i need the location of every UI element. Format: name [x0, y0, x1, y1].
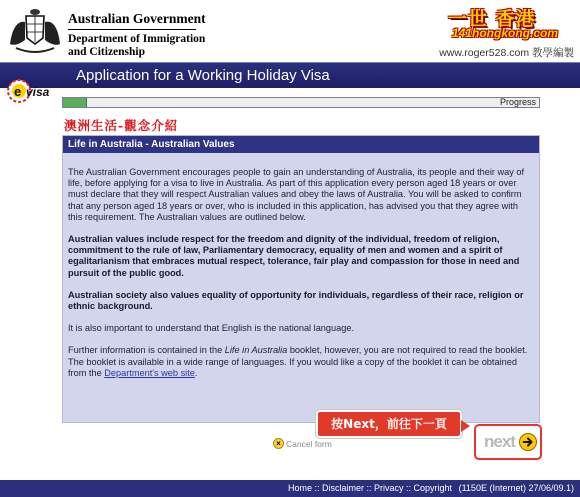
cancel-form-button[interactable] — [273, 438, 332, 449]
panel-title: Life in Australia - Australian Values — [63, 136, 539, 153]
booklet-title: Life in Australia — [224, 345, 288, 356]
further-info-text-a: Further information is contained in the — [68, 345, 225, 356]
footer-links[interactable]: Home :: Disclaimer :: Privacy :: Copyright — [288, 483, 453, 493]
tutorial-credit: www.roger528.com 教學編製 — [439, 47, 574, 59]
progress-bar — [62, 97, 540, 108]
header-divider — [68, 29, 196, 30]
logo-text-chinese: 一世 香港 — [448, 8, 536, 30]
next-label: next — [484, 432, 515, 451]
government-title: Australian Government — [68, 11, 206, 26]
chinese-annotation-heading: 澳洲生活-觀念介紹 — [64, 118, 179, 133]
department-name: Department of Immigration — [68, 33, 206, 45]
build-version: (1150E (Internet) 27/06/09.1) — [458, 483, 574, 493]
cancel-form-label: Cancel form — [286, 438, 332, 449]
department-name-line2: and Citizenship — [68, 46, 146, 58]
values-paragraph: Australian values include respect for the freedom and dignity of the individual, freedom of religion, commitment to the rule of law, Parliamentary democracy, equality of men and women and a spirit of egalitarianism that embraces mutual respect, tolerance, fair play and compassion for those in need and pursuit of the public good. — [68, 234, 520, 278]
progress-label: Progress — [499, 97, 536, 107]
application-title: Application for a Working Holiday Visa — [76, 67, 330, 84]
svg-text:visa: visa — [26, 85, 50, 99]
next-button[interactable] — [474, 424, 542, 460]
further-info-text-c: . — [194, 367, 198, 378]
site-footer — [0, 480, 580, 497]
panel-body — [63, 153, 539, 379]
equality-paragraph: Australian society also values equality of opportunity for individuals, regardless of their race, religion or ethnic background. — [68, 289, 524, 312]
further-info-paragraph — [68, 345, 534, 379]
language-paragraph: It is also important to understand that English is the national language. — [68, 323, 355, 334]
further-info-text-b: booklet, however, you are not required to read the booklet. The booklet is available in a wide range of languages. If you would like a copy of the booklet it can be obtained from the — [68, 345, 528, 378]
next-instruction-callout: 按Next，前往下一頁 — [316, 410, 462, 438]
department-website-link[interactable]: Department's web site — [104, 367, 195, 378]
title-banner — [0, 62, 580, 88]
intro-paragraph: The Australian Government encourages people to gain an understanding of Australia, its people and their way of life, before applying for a visa to live in Australia. As part of this application every person aged 18 years or over must declare that they will respect Australian values and obey the laws of Australia. You will be asked to confirm that any person aged 18 years or over, who is included in this application, has advised you that they agree with this requirement. The Australian values are outlined below. — [68, 167, 525, 222]
arrow-right-icon — [519, 433, 537, 451]
svg-text:e: e — [14, 84, 22, 99]
site-header — [0, 0, 580, 62]
cancel-x-icon: × — [273, 438, 284, 449]
logo-text-domain: 141hongkong.com — [452, 26, 559, 40]
watermark-logo — [448, 4, 576, 42]
evisa-logo-icon — [6, 74, 56, 110]
progress-fill — [63, 98, 87, 107]
coat-of-arms-icon — [6, 4, 64, 56]
content-panel — [62, 135, 540, 423]
